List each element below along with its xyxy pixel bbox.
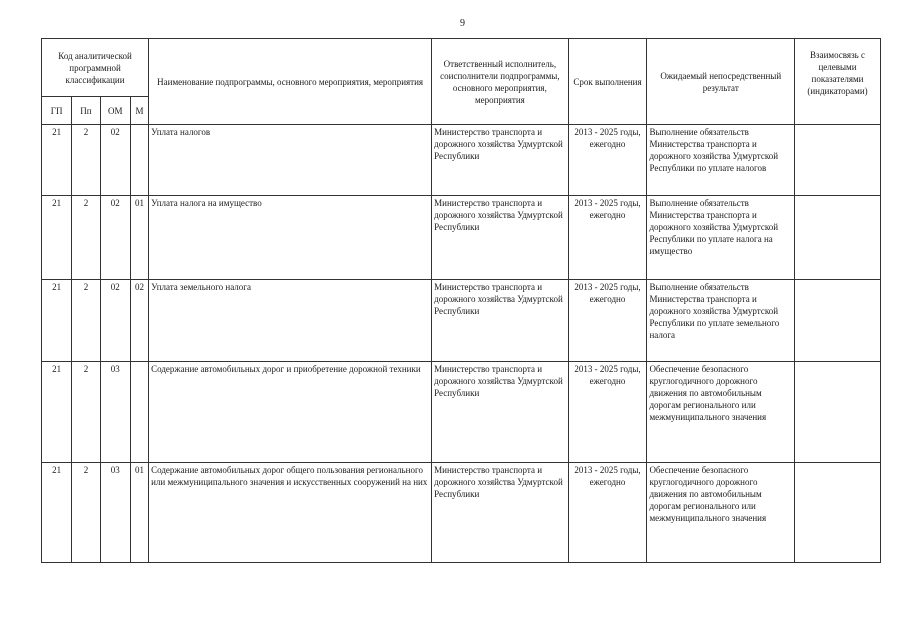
header-term: Срок выполнения — [568, 39, 647, 125]
cell-pp: 2 — [72, 125, 100, 196]
header-code-group: Код аналитической программной классификации — [42, 39, 149, 97]
header-pp: Пп — [72, 97, 100, 125]
cell-m: 01 — [130, 463, 148, 563]
cell-link — [795, 362, 881, 463]
header-name: Наименование подпрограммы, основного мероприятия, мероприятия — [149, 39, 432, 125]
header-result: Ожидаемый непосредственный результат — [647, 39, 795, 125]
cell-responsible: Министерство транспорта и дорожного хозяйства Удмуртской Республики — [432, 463, 568, 563]
table-row — [42, 362, 881, 463]
cell-name: Содержание автомобильных дорог общего пользования регионального или межмуниципального значения и искусственных сооружений на них — [149, 463, 432, 563]
cell-name: Уплата земельного налога — [149, 280, 432, 362]
header-m: М — [130, 97, 148, 125]
cell-pp: 2 — [72, 463, 100, 563]
cell-gp: 21 — [42, 125, 72, 196]
cell-om: 02 — [100, 280, 130, 362]
cell-m — [130, 362, 148, 463]
cell-result: Обеспечение безопасного круглогодичного дорожного движения по автомобильным дорогам регионального или межмуниципального значения — [647, 362, 795, 463]
cell-pp: 2 — [72, 196, 100, 280]
table-row — [42, 280, 881, 362]
cell-term: 2013 - 2025 годы, ежегодно — [568, 463, 647, 563]
cell-link — [795, 463, 881, 563]
program-table — [41, 38, 881, 563]
cell-gp: 21 — [42, 280, 72, 362]
table-row — [42, 125, 881, 196]
page-number: 9 — [460, 18, 465, 29]
cell-m: 02 — [130, 280, 148, 362]
cell-name: Уплата налога на имущество — [149, 196, 432, 280]
cell-result: Выполнение обязательств Министерства транспорта и дорожного хозяйства Удмуртской Республики по уплате налога на имущество — [647, 196, 795, 280]
header-link: Взаимосвязь с целевыми показателями (индикаторами) — [795, 39, 881, 125]
cell-term: 2013 - 2025 годы, ежегодно — [568, 125, 647, 196]
cell-om: 02 — [100, 125, 130, 196]
cell-result: Выполнение обязательств Министерства транспорта и дорожного хозяйства Удмуртской Республики по уплате налогов — [647, 125, 795, 196]
cell-m: 01 — [130, 196, 148, 280]
cell-m — [130, 125, 148, 196]
cell-responsible: Министерство транспорта и дорожного хозяйства Удмуртской Республики — [432, 196, 568, 280]
header-gp: ГП — [42, 97, 72, 125]
header-om: ОМ — [100, 97, 130, 125]
table-row — [42, 196, 881, 280]
cell-link — [795, 125, 881, 196]
cell-result: Обеспечение безопасного круглогодичного дорожного движения по автомобильным дорогам регионального или межмуниципального значения — [647, 463, 795, 563]
header-responsible: Ответственный исполнитель, соисполнители подпрограммы, основного мероприятия, мероприятия — [432, 39, 568, 125]
cell-term: 2013 - 2025 годы, ежегодно — [568, 280, 647, 362]
cell-om: 03 — [100, 362, 130, 463]
cell-responsible: Министерство транспорта и дорожного хозяйства Удмуртской Республики — [432, 280, 568, 362]
table-row — [42, 463, 881, 563]
cell-gp: 21 — [42, 463, 72, 563]
cell-responsible: Министерство транспорта и дорожного хозяйства Удмуртской Республики — [432, 125, 568, 196]
cell-responsible: Министерство транспорта и дорожного хозяйства Удмуртской Республики — [432, 362, 568, 463]
cell-om: 03 — [100, 463, 130, 563]
cell-om: 02 — [100, 196, 130, 280]
cell-name: Уплата налогов — [149, 125, 432, 196]
cell-term: 2013 - 2025 годы, ежегодно — [568, 362, 647, 463]
cell-link — [795, 280, 881, 362]
cell-name: Содержание автомобильных дорог и приобретение дорожной техники — [149, 362, 432, 463]
cell-pp: 2 — [72, 362, 100, 463]
cell-term: 2013 - 2025 годы, ежегодно — [568, 196, 647, 280]
cell-pp: 2 — [72, 280, 100, 362]
cell-gp: 21 — [42, 196, 72, 280]
cell-gp: 21 — [42, 362, 72, 463]
cell-link — [795, 196, 881, 280]
cell-result: Выполнение обязательств Министерства транспорта и дорожного хозяйства Удмуртской Республики по уплате земельного налога — [647, 280, 795, 362]
